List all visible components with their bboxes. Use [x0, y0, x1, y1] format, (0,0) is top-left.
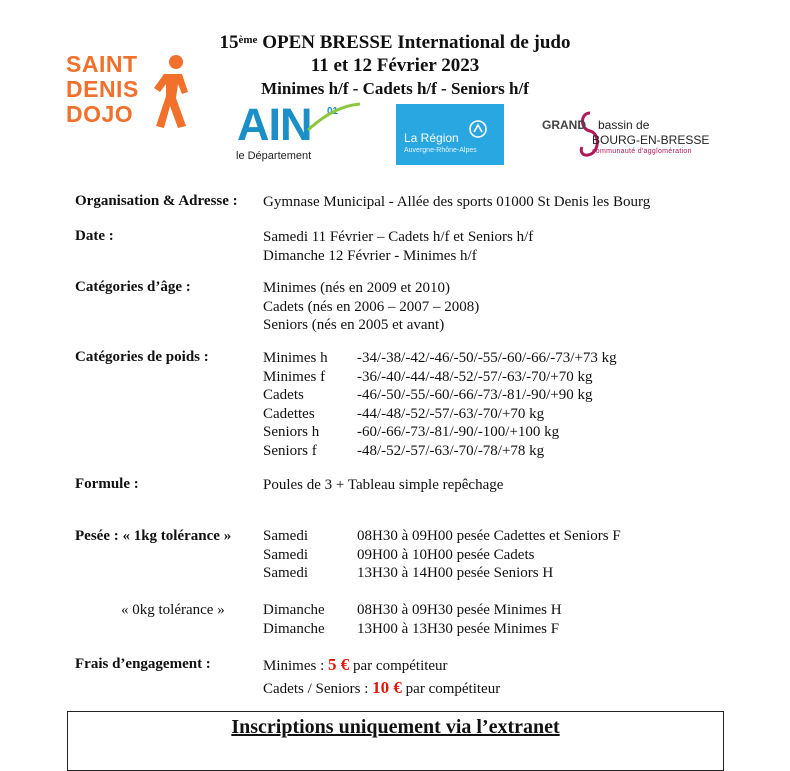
weight-list: -60/-66/-73/-81/-90/-100/+100 kg: [357, 424, 560, 440]
region-logo-subtitle: Auvergne-Rhône-Alpes: [404, 147, 477, 154]
formula-label: Formule :: [75, 476, 139, 492]
grand-bassin-bassin: bassin de: [598, 118, 650, 132]
dojo-logo-line1: SAINT: [66, 51, 138, 77]
weight-categories-label: Catégories de poids :: [75, 349, 209, 365]
age-line: Minimes (nés en 2009 et 2010): [263, 280, 451, 296]
weight-category-name: Minimes h: [263, 350, 328, 366]
ain-logo-number: 01: [327, 106, 339, 117]
age-line: Cadets (nés en 2006 – 2007 – 2008): [263, 298, 480, 315]
weight-list: -46/-50/-55/-60/-66/-73/-81/-90/+90 kg: [357, 387, 593, 403]
ain-logo-text: AIN: [237, 99, 312, 150]
weight-list: -36/-40/-44/-48/-52/-57/-63/-70/+70 kg: [357, 368, 593, 385]
weigh-in-time: 08H30 à 09H30 pesée Minimes H: [357, 602, 562, 618]
date-values: [263, 228, 533, 265]
organisation-label: Organisation & Adresse :: [75, 193, 238, 209]
grand-bassin-community: communauté d'agglomération: [592, 148, 692, 155]
weight-category-name: Seniors h: [263, 424, 320, 440]
weigh-in-time: 13H00 à 13H30 pesée Minimes F: [357, 620, 560, 637]
weigh-in-time: 09H00 à 10H00 pesée Cadets: [357, 546, 535, 563]
weigh-in-times-1: [357, 527, 621, 583]
date-label: Date :: [75, 228, 114, 244]
weight-category-name: Cadettes: [263, 405, 315, 422]
region-auvergne-logo: [396, 104, 504, 165]
entry-fee-label: Frais d’engagement :: [75, 656, 211, 672]
grand-bassin-logo: [540, 103, 730, 163]
event-categories: Minimes h/f - Cadets h/f - Seniors h/f: [261, 79, 529, 98]
age-categories-label: Catégories d’âge :: [75, 279, 191, 295]
weigh-in-label: Pesée : « 1kg tolérance »: [75, 528, 232, 544]
weigh-in-time: 08H30 à 09H00 pesée Cadettes et Seniors F: [357, 528, 621, 544]
weigh-in-time: 13H30 à 14H00 pesée Seniors H: [357, 565, 554, 581]
leaf-swoosh-icon: [306, 102, 362, 132]
weight-category-values: [357, 349, 617, 460]
entry-fee-line-cadets-seniors: Cadets / Seniors : 10 € par compétiteur: [263, 678, 501, 697]
ain-logo-subtitle: le Département: [236, 150, 312, 162]
weight-category-name: Cadets: [263, 387, 304, 403]
entry-fee-values: [263, 654, 500, 700]
registration-notice: Inscriptions uniquement via l’extranet: [231, 716, 560, 738]
date-line: Samedi 11 Février – Cadets h/f et Seniors h/f: [263, 229, 534, 245]
dojo-logo-line2: DENIS: [66, 76, 139, 102]
weigh-in-day: Samedi: [263, 528, 308, 544]
weigh-in-days-1: [263, 527, 308, 583]
date-line: Dimanche 12 Février - Minimes h/f: [263, 247, 477, 264]
weight-list: -48/-52/-57/-63/-70/-78/+78 kg: [357, 442, 545, 459]
event-dates: 11 et 12 Février 2023: [310, 55, 480, 76]
ain-departement-logo: [234, 100, 364, 164]
registration-box: [67, 711, 724, 771]
entry-fee-line-minimes: Minimes : 5 € par compétiteur: [263, 655, 448, 674]
weigh-in-times-2: [357, 601, 562, 638]
age-line: Seniors (nés en 2005 et avant): [263, 317, 445, 333]
weigh-in-day: Samedi: [263, 565, 308, 581]
grand-bassin-bourg: BOURG-EN-BRESSE: [592, 133, 710, 147]
weigh-in-days-2: [263, 601, 325, 638]
entry-fee-amount: 10 €: [372, 678, 402, 697]
dojo-logo-line3: DOJO: [66, 101, 134, 127]
region-emblem-icon: [468, 119, 488, 139]
weigh-in-day: Samedi: [263, 546, 308, 563]
weigh-in-day: Dimanche: [263, 602, 325, 618]
weight-list: -44/-48/-52/-57/-63/-70/+70 kg: [357, 405, 545, 422]
formula-value: Poules de 3 + Tableau simple repêchage: [263, 477, 504, 493]
weight-category-names: [263, 349, 328, 460]
entry-fee-amount: 5 €: [328, 655, 350, 674]
weigh-in-day: Dimanche: [263, 620, 325, 637]
age-categories-values: [263, 279, 479, 335]
region-logo-name: La Région: [404, 131, 459, 145]
weight-category-name: Minimes f: [263, 368, 326, 385]
weigh-in-label-2: « 0kg tolérance »: [121, 602, 225, 618]
event-title-block: [190, 31, 600, 100]
weight-list: -34/-38/-42/-46/-50/-55/-60/-66/-73/+73 kg: [357, 350, 617, 366]
weight-category-name: Seniors f: [263, 442, 317, 459]
event-title: 15ème OPEN BRESSE International de judo: [219, 32, 571, 53]
grand-bassin-grand: GRAND: [542, 118, 586, 132]
saint-denis-dojo-logo: [66, 52, 196, 132]
organisation-value: Gymnase Municipal - Allée des sports 01000 St Denis les Bourg: [263, 194, 651, 210]
